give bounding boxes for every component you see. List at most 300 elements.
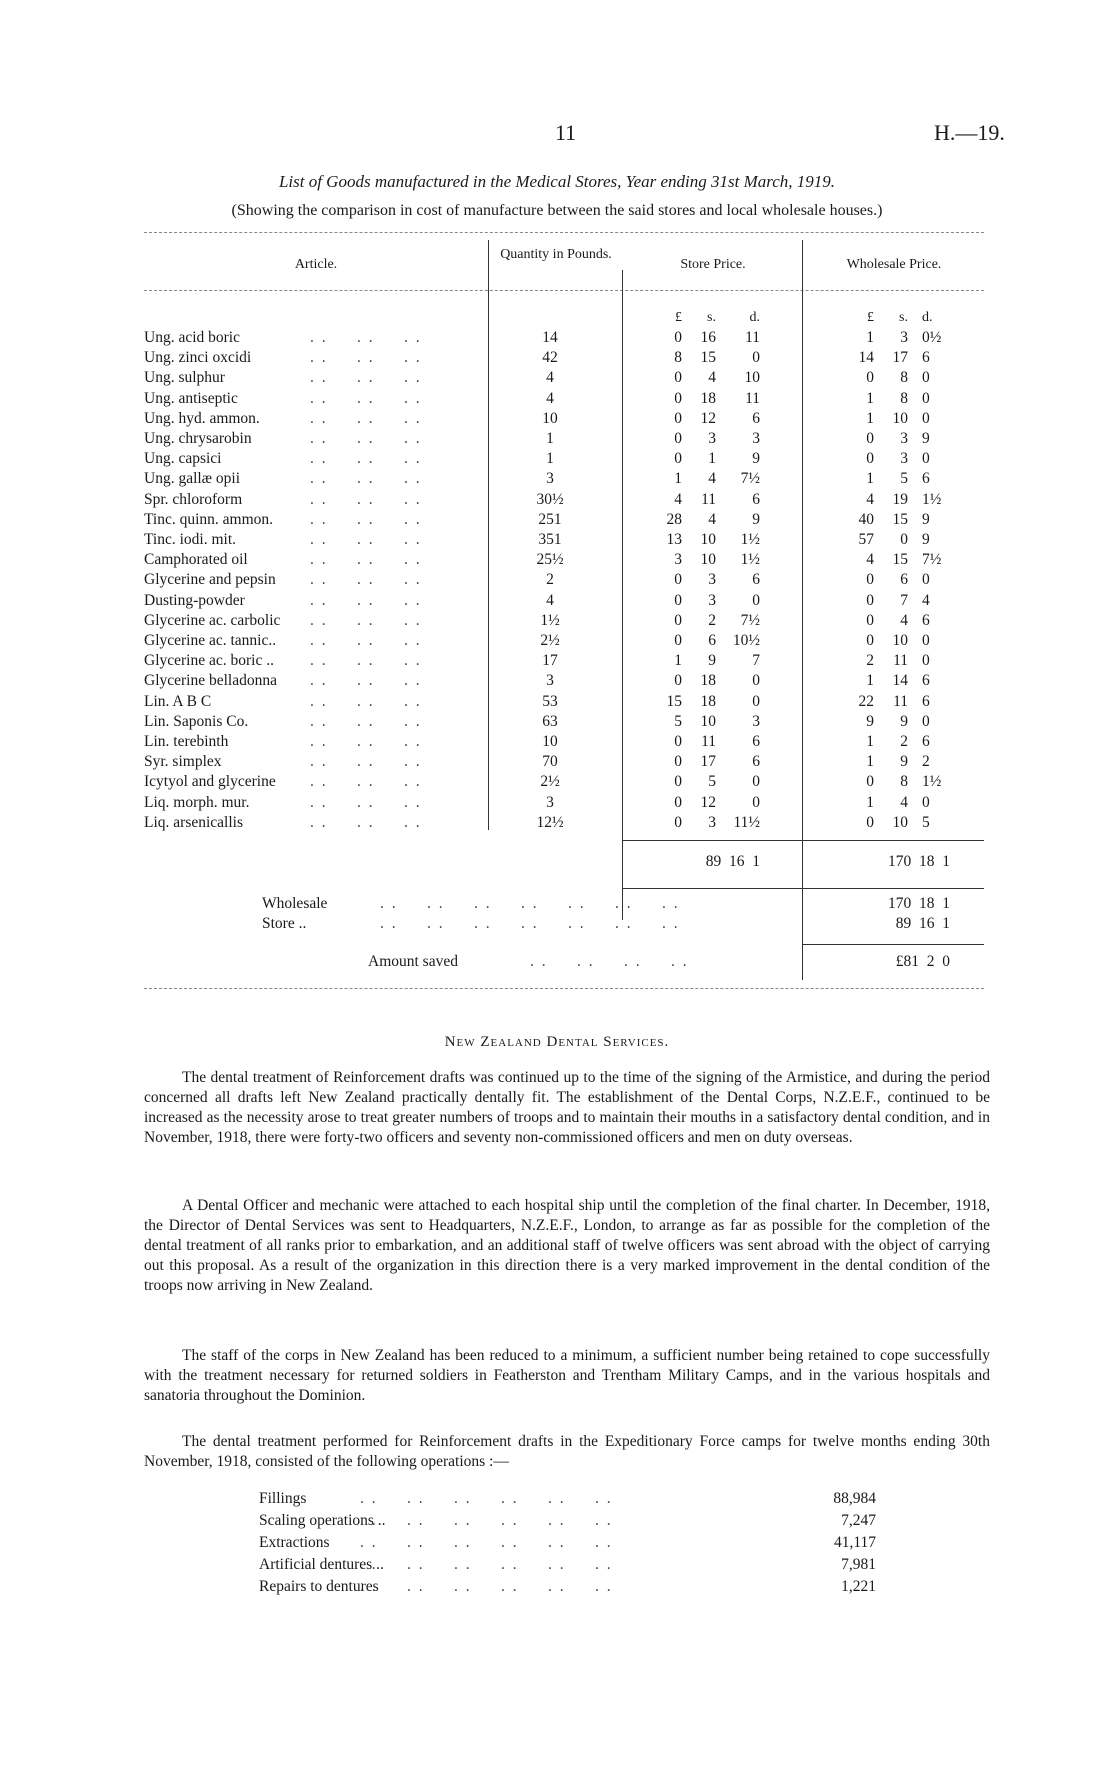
- quantity-cell: 25½: [536, 551, 564, 569]
- article-name: Ung. hyd. ammon.: [144, 409, 260, 427]
- leader-dots: . . . . . .: [310, 551, 422, 569]
- units-row: [0, 308, 1114, 328]
- wholesale-pence-cell: 6: [922, 692, 930, 710]
- wholesale-pounds-cell: 1: [866, 793, 874, 811]
- wholesale-pence-cell: 0: [922, 571, 930, 589]
- amount-saved-label: Amount saved: [368, 953, 458, 970]
- table-row: [0, 813, 1114, 833]
- store-shillings-unit: s.: [707, 310, 716, 325]
- document-reference: H.—19.: [934, 120, 1005, 145]
- table-row: [0, 348, 1114, 368]
- amount-saved-value: £81 2 0: [895, 953, 950, 970]
- table-row: [0, 651, 1114, 671]
- wholesale-shillings-cell: 14: [892, 672, 908, 690]
- wholesale-pounds-cell: 4: [866, 490, 874, 508]
- totals-rule: [622, 840, 984, 841]
- operation-label: Artificial dentures ..: [259, 1556, 384, 1573]
- table-row: [0, 732, 1114, 752]
- leader-dots: . . . . . .: [310, 632, 422, 649]
- store-pence-cell: 11: [745, 329, 760, 346]
- wholesale-shillings-cell: 8: [900, 389, 908, 407]
- store-pounds-cell: 0: [674, 793, 682, 811]
- wholesale-pounds-cell: 2: [866, 652, 874, 670]
- wholesale-shillings-cell: 5: [900, 470, 908, 488]
- table-row: [0, 752, 1114, 772]
- wholesale-pence-cell: 0: [922, 712, 930, 730]
- wholesale-shillings-cell: 11: [893, 652, 908, 670]
- leader-dots: . . . . . .: [310, 773, 422, 791]
- store-pounds-cell: 0: [674, 389, 682, 407]
- article-name: Dusting-powder: [144, 591, 245, 609]
- table-row: [0, 611, 1114, 631]
- wholesale-shillings-cell: 10: [892, 813, 908, 831]
- store-shillings-cell: 3: [708, 591, 716, 609]
- wholesale-pounds-cell: 0: [866, 773, 874, 791]
- article-name: Spr. chloroform: [144, 490, 243, 508]
- quantity-cell: 2½: [540, 773, 560, 791]
- article-name: Ung. acid boric: [144, 329, 240, 346]
- wholesale-pounds-cell: 57: [858, 531, 874, 548]
- wholesale-pence-cell: 6: [922, 733, 930, 750]
- store-pounds-cell: 0: [674, 672, 682, 690]
- wholesale-shillings-cell: 8: [900, 773, 908, 791]
- leader-dots: . . . . . . . . . . . .: [360, 1578, 613, 1595]
- store-label: Store ..: [262, 915, 307, 932]
- table-top-rule: [144, 232, 984, 233]
- store-pence-cell: 0: [752, 349, 760, 367]
- wholesale-pounds-cell: 1: [866, 409, 874, 427]
- wholesale-pence-cell: 0: [922, 450, 930, 468]
- leader-dots: . . . . . .: [310, 430, 422, 447]
- quantity-cell: 10: [542, 409, 558, 427]
- store-shillings-cell: 9: [708, 652, 716, 670]
- leader-dots: . . . . . . . . . . . .: [360, 1490, 613, 1507]
- store-pence-unit: d.: [749, 310, 760, 325]
- quantity-cell: 4: [546, 369, 554, 387]
- wholesale-shillings-cell: 11: [893, 692, 908, 710]
- quantity-cell: 14: [542, 329, 558, 346]
- table-row: [0, 389, 1114, 409]
- store-pence-cell: 1½: [740, 551, 760, 569]
- wholesale-comparison-row: [0, 894, 1114, 914]
- wholesale-pence-cell: 6: [922, 672, 930, 690]
- leader-dots: . . . . . .: [310, 409, 422, 427]
- store-shillings-cell: 2: [708, 611, 716, 629]
- wholesale-label: Wholesale: [262, 895, 328, 912]
- wholesale-shillings-cell: 10: [892, 409, 908, 427]
- leader-dots: . . . . . .: [310, 692, 422, 710]
- table-row: [0, 328, 1114, 348]
- store-shillings-cell: 12: [700, 793, 716, 811]
- operation-row: [0, 1532, 1114, 1554]
- wholesale-shillings-cell: 19: [892, 490, 908, 508]
- operation-label: Fillings: [259, 1490, 307, 1507]
- leader-dots: . . . . . .: [310, 349, 422, 367]
- amount-saved-row: [0, 952, 1114, 972]
- wholesale-dots: . . . . . . . . . . . . . .: [380, 895, 680, 912]
- store-pence-cell: 0: [752, 672, 760, 690]
- quantity-cell: 3: [546, 672, 554, 690]
- store-pence-cell: 3: [752, 430, 760, 447]
- wholesale-pence-cell: 5: [922, 813, 930, 831]
- operation-label: Scaling operations ..: [259, 1512, 386, 1529]
- store-shillings-cell: 18: [700, 692, 716, 710]
- article-name: Glycerine ac. tannic..: [144, 632, 277, 649]
- wholesale-pence-cell: 0: [922, 793, 930, 811]
- store-pounds-cell: 4: [674, 490, 682, 508]
- amount-saved-dots: . . . . . . . .: [530, 953, 689, 970]
- store-comparison-row: [0, 914, 1114, 934]
- store-pence-cell: 10½: [732, 632, 760, 649]
- wholesale-pence-cell: 1½: [922, 773, 942, 791]
- table-row: [0, 530, 1114, 550]
- wholesale-pence-cell: 9: [922, 510, 930, 528]
- table-row: [0, 510, 1114, 530]
- store-pounds-cell: 0: [674, 591, 682, 609]
- store-pence-cell: 0: [752, 793, 760, 811]
- wholesale-pence-cell: 9: [922, 531, 930, 548]
- store-pounds-cell: 0: [674, 773, 682, 791]
- wholesale-pounds-cell: 1: [866, 733, 874, 750]
- wholesale-pounds-cell: 0: [866, 813, 874, 831]
- quantity-cell: 10: [542, 733, 558, 750]
- paragraph-1: The dental treatment of Reinforcement drafts was continued up to the time of the signing of the Armistice, and during the period concerned all drafts left New Zealand practically dentally fit. The establishment of the Dental Corps, N.Z.E.F., continued to be increased as the necessity arose to treat greater numbers of troops and to maintain their mouths in a satisfactory dental condition, and in November, 1918, there were forty-two officers and seventy non-commissioned officers and men on duty overseas.: [144, 1069, 990, 1146]
- leader-dots: . . . . . .: [310, 490, 422, 508]
- store-shillings-cell: 18: [700, 389, 716, 407]
- wholesale-shillings-cell: 3: [900, 450, 908, 468]
- wholesale-shillings-cell: 10: [892, 632, 908, 649]
- store-pounds-cell: 0: [674, 611, 682, 629]
- table-row: [0, 671, 1114, 691]
- wholesale-shillings-cell: 9: [900, 753, 908, 771]
- article-name: Ung. sulphur: [144, 369, 225, 387]
- store-shillings-cell: 10: [700, 712, 716, 730]
- store-pounds-cell: 8: [674, 349, 682, 367]
- wholesale-pence-cell: 0: [922, 369, 930, 387]
- comparison-rule-2: [802, 944, 984, 945]
- store-pence-cell: 1½: [740, 531, 760, 548]
- wholesale-pounds-cell: 0: [866, 430, 874, 447]
- store-shillings-cell: 1: [708, 450, 716, 468]
- wholesale-pence-cell: 6: [922, 611, 930, 629]
- leader-dots: . . . . . .: [310, 470, 422, 488]
- leader-dots: . . . . . .: [310, 369, 422, 387]
- leader-dots: . . . . . .: [310, 813, 422, 831]
- store-pence-cell: 6: [752, 753, 760, 771]
- quantity-cell: 70: [542, 753, 558, 771]
- table-title: List of Goods manufactured in the Medical Stores, Year ending 31st March, 1919.: [278, 172, 836, 191]
- store-pence-cell: 11½: [733, 813, 760, 831]
- article-name: Lin. terebinth: [144, 733, 229, 750]
- wholesale-shillings-cell: 0: [900, 531, 908, 548]
- store-shillings-cell: 3: [708, 813, 716, 831]
- store-pence-cell: 7½: [740, 470, 760, 488]
- store-shillings-cell: 4: [708, 470, 716, 488]
- store-shillings-cell: 3: [708, 571, 716, 589]
- store-total: 89 16 1: [705, 853, 760, 870]
- wholesale-pence-cell: 0: [922, 652, 930, 670]
- store-shillings-cell: 15: [700, 349, 716, 367]
- article-name: Glycerine and pepsin: [144, 571, 276, 589]
- article-name: Syr. simplex: [144, 753, 222, 771]
- comparison-rule-1: [622, 888, 984, 889]
- quantity-cell: 2½: [540, 632, 560, 649]
- operation-row: [0, 1510, 1114, 1532]
- leader-dots: . . . . . .: [310, 531, 422, 548]
- operation-label: Repairs to dentures: [259, 1578, 379, 1595]
- store-shillings-cell: 16: [700, 329, 716, 346]
- store-pounds-cell: 3: [674, 551, 682, 569]
- store-shillings-cell: 11: [701, 733, 716, 750]
- quantity-cell: 1: [546, 430, 554, 447]
- store-shillings-cell: 4: [708, 510, 716, 528]
- wholesale-value: 170 18 1: [888, 895, 950, 912]
- leader-dots: . . . . . .: [310, 712, 422, 730]
- quantity-cell: 1: [546, 450, 554, 468]
- store-pence-cell: 7½: [740, 611, 760, 629]
- wholesale-pence-unit: d.: [922, 310, 933, 325]
- quantity-cell: 351: [538, 531, 562, 548]
- table-row: [0, 692, 1114, 712]
- article-name: Ung. zinci oxcidi: [144, 349, 252, 367]
- wholesale-shillings-cell: 17: [892, 349, 908, 367]
- leader-dots: . . . . . .: [310, 450, 422, 468]
- table-row: [0, 550, 1114, 570]
- article-name: Icytyol and glycerine: [144, 773, 276, 791]
- wholesale-shillings-cell: 7: [900, 591, 908, 609]
- quantity-cell: 4: [546, 591, 554, 609]
- leader-dots: . . . . . . . . . . . .: [360, 1512, 613, 1529]
- table-bottom-rule: [144, 988, 984, 989]
- article-name: Liq. arsenicallis: [144, 813, 243, 831]
- table-row: [0, 712, 1114, 732]
- store-pounds-cell: 0: [674, 430, 682, 447]
- wholesale-pounds-cell: 0: [866, 450, 874, 468]
- article-name: Ung. gallæ opii: [144, 470, 241, 488]
- leader-dots: . . . . . .: [310, 389, 422, 407]
- wholesale-pence-cell: 0: [922, 632, 930, 649]
- article-name: Lin. A B C: [144, 692, 212, 710]
- table-row: [0, 469, 1114, 489]
- store-pence-cell: 6: [752, 733, 760, 750]
- operation-value: 1,221: [841, 1578, 876, 1595]
- table-row: [0, 449, 1114, 469]
- store-shillings-cell: 12: [700, 409, 716, 427]
- store-pounds-cell: 5: [674, 712, 682, 730]
- wholesale-shillings-cell: 3: [900, 329, 908, 346]
- quantity-cell: 63: [542, 712, 558, 730]
- quantity-cell: 2: [546, 571, 554, 589]
- wholesale-shillings-cell: 2: [900, 733, 908, 750]
- store-pence-cell: 6: [752, 490, 760, 508]
- section-title: New Zealand Dental Services.: [444, 1034, 670, 1050]
- store-pounds-cell: 0: [674, 571, 682, 589]
- store-pence-cell: 9: [752, 450, 760, 468]
- table-row: [0, 409, 1114, 429]
- article-name: Glycerine ac. boric ..: [144, 652, 274, 670]
- store-dots: . . . . . . . . . . . . . .: [380, 915, 680, 932]
- store-pounds-cell: 0: [674, 409, 682, 427]
- store-pence-cell: 6: [752, 571, 760, 589]
- store-pounds-cell: 0: [674, 813, 682, 831]
- leader-dots: . . . . . .: [310, 672, 422, 690]
- quantity-cell: 251: [538, 510, 562, 528]
- table-row: [0, 631, 1114, 651]
- header-article: Article.: [294, 257, 338, 272]
- store-pence-cell: 0: [752, 591, 760, 609]
- store-pence-cell: 3: [752, 712, 760, 730]
- wholesale-shillings-cell: 15: [892, 510, 908, 528]
- leader-dots: . . . . . .: [310, 510, 422, 528]
- store-shillings-cell: 10: [700, 551, 716, 569]
- paragraph-3: The staff of the corps in New Zealand has been reduced to a minimum, a sufficient number being retained to cope successfully with the treatment necessary for returned soldiers in Featherston and Trentham Military Camps, and in the various hospitals and sanatoria throughout the Dominion.: [144, 1347, 990, 1404]
- store-shillings-cell: 18: [700, 672, 716, 690]
- quantity-cell: 42: [542, 349, 558, 367]
- article-name: Ung. capsici: [144, 450, 222, 468]
- wholesale-pence-cell: 9: [922, 430, 930, 447]
- operation-value: 41,117: [833, 1534, 876, 1551]
- wholesale-pounds-cell: 1: [866, 389, 874, 407]
- store-pounds-cell: 0: [674, 450, 682, 468]
- wholesale-shillings-cell: 3: [900, 430, 908, 447]
- store-shillings-cell: 17: [700, 753, 716, 771]
- wholesale-shillings-cell: 15: [892, 551, 908, 569]
- article-name: Glycerine belladonna: [144, 672, 277, 690]
- wholesale-pounds-cell: 0: [866, 369, 874, 387]
- wholesale-pounds-cell: 22: [858, 692, 874, 710]
- table-subtitle: (Showing the comparison in cost of manufacture between the said stores and local wholesale houses.): [231, 202, 883, 219]
- table-header-rule: [144, 290, 984, 291]
- wholesale-pence-cell: 0: [922, 409, 930, 427]
- header-wholesale-price: Wholesale Price.: [846, 257, 942, 272]
- store-value: 89 16 1: [895, 915, 950, 932]
- wholesale-shillings-unit: s.: [899, 310, 908, 325]
- store-shillings-cell: 11: [701, 490, 716, 508]
- table-row: [0, 772, 1114, 792]
- leader-dots: . . . . . .: [310, 753, 422, 771]
- wholesale-shillings-cell: 4: [900, 793, 908, 811]
- totals-row: [0, 852, 1114, 872]
- wholesale-pence-cell: 2: [922, 753, 930, 771]
- paragraph-4: The dental treatment performed for Reinforcement drafts in the Expeditionary Force camps for twelve months ending 30th November, 1918, consisted of the following operations :—: [144, 1433, 990, 1470]
- wholesale-pence-cell: 6: [922, 349, 930, 367]
- store-pounds-cell: 0: [674, 329, 682, 346]
- wholesale-pence-cell: 7½: [922, 551, 942, 569]
- paragraph-2: A Dental Officer and mechanic were attached to each hospital ship until the completion of the final charter. In December, 1918, the Director of Dental Services was sent to Headquarters, N.Z.E.F., London, to arrange as far as possible for the completion of the dental treatment of all ranks prior to embarkation, and an additional staff of twelve officers was sent abroad with the object of carrying out this proposal. As a result of the organization in this direction there is a very marked improvement in the dental condition of the troops now arriving in New Zealand.: [144, 1197, 990, 1294]
- header-quantity: Quantity in Pounds.: [500, 247, 612, 262]
- article-name: Glycerine ac. carbolic: [144, 611, 281, 629]
- store-pence-cell: 0: [752, 692, 760, 710]
- leader-dots: . . . . . . . . . . . .: [360, 1534, 613, 1551]
- quantity-cell: 12½: [536, 813, 564, 831]
- page-number: 11: [555, 120, 577, 145]
- article-name: Lin. Saponis Co.: [144, 712, 249, 730]
- store-pounds-cell: 13: [666, 531, 682, 548]
- wholesale-shillings-cell: 4: [900, 611, 908, 629]
- store-pounds-cell: 0: [674, 753, 682, 771]
- header-store-price: Store Price.: [680, 257, 746, 272]
- wholesale-pence-cell: 0: [922, 389, 930, 407]
- wholesale-pounds-cell: 40: [858, 510, 874, 528]
- wholesale-pounds-cell: 0: [866, 632, 874, 649]
- store-shillings-cell: 3: [708, 430, 716, 447]
- store-shillings-cell: 6: [708, 632, 716, 649]
- quantity-cell: 3: [546, 470, 554, 488]
- operation-row: [0, 1554, 1114, 1576]
- leader-dots: . . . . . . . . . . . .: [360, 1556, 613, 1573]
- store-pounds-cell: 28: [666, 510, 682, 528]
- leader-dots: . . . . . .: [310, 611, 422, 629]
- leader-dots: . . . . . .: [310, 571, 422, 589]
- operation-value: 88,984: [833, 1490, 876, 1507]
- table-row: [0, 368, 1114, 388]
- wholesale-pounds-cell: 4: [866, 551, 874, 569]
- store-pounds-unit: £: [675, 310, 682, 325]
- store-pounds-cell: 0: [674, 369, 682, 387]
- wholesale-shillings-cell: 6: [900, 571, 908, 589]
- store-shillings-cell: 10: [700, 531, 716, 548]
- wholesale-pence-cell: 1½: [922, 490, 942, 508]
- wholesale-pounds-cell: 0: [866, 591, 874, 609]
- article-name: Tinc. quinn. ammon.: [144, 510, 274, 528]
- leader-dots: . . . . . .: [310, 329, 422, 346]
- table-row: [0, 429, 1114, 449]
- quantity-cell: 4: [546, 389, 554, 407]
- operation-label: Extractions: [259, 1534, 330, 1551]
- store-pounds-cell: 0: [674, 632, 682, 649]
- quantity-cell: 30½: [536, 490, 564, 508]
- leader-dots: . . . . . .: [310, 793, 422, 811]
- quantity-cell: 53: [542, 692, 558, 710]
- article-name: Camphorated oil: [144, 551, 248, 569]
- wholesale-pounds-unit: £: [867, 310, 874, 325]
- quantity-cell: 3: [546, 793, 554, 811]
- wholesale-pounds-cell: 9: [866, 712, 874, 730]
- wholesale-pounds-cell: 0: [866, 611, 874, 629]
- operation-row: [0, 1488, 1114, 1510]
- store-shillings-cell: 4: [708, 369, 716, 387]
- store-pounds-cell: 1: [674, 652, 682, 670]
- article-name: Tinc. iodi. mit.: [144, 531, 237, 548]
- article-name: Liq. morph. mur.: [144, 793, 250, 811]
- store-pence-cell: 10: [744, 369, 760, 387]
- wholesale-pounds-cell: 1: [866, 672, 874, 690]
- store-pence-cell: 0: [752, 773, 760, 791]
- wholesale-total: 170 18 1: [888, 853, 950, 870]
- wholesale-pence-cell: 4: [922, 591, 930, 609]
- store-pounds-cell: 15: [666, 692, 682, 710]
- table-row: [0, 570, 1114, 590]
- wholesale-pounds-cell: 1: [866, 329, 874, 346]
- leader-dots: . . . . . .: [310, 591, 422, 609]
- store-pence-cell: 7: [752, 652, 760, 670]
- store-pounds-cell: 0: [674, 733, 682, 750]
- wholesale-pence-cell: 0½: [922, 329, 942, 346]
- wholesale-pounds-cell: 1: [866, 470, 874, 488]
- operation-row: [0, 1576, 1114, 1598]
- wholesale-pounds-cell: 14: [858, 349, 874, 367]
- leader-dots: . . . . . .: [310, 652, 422, 670]
- table-row: [0, 793, 1114, 813]
- table-row: [0, 591, 1114, 611]
- store-pence-cell: 6: [752, 409, 760, 427]
- store-pence-cell: 11: [745, 389, 760, 407]
- table-row: [0, 490, 1114, 510]
- wholesale-pounds-cell: 0: [866, 571, 874, 589]
- leader-dots: . . . . . .: [310, 733, 422, 750]
- wholesale-shillings-cell: 9: [900, 712, 908, 730]
- store-shillings-cell: 5: [708, 773, 716, 791]
